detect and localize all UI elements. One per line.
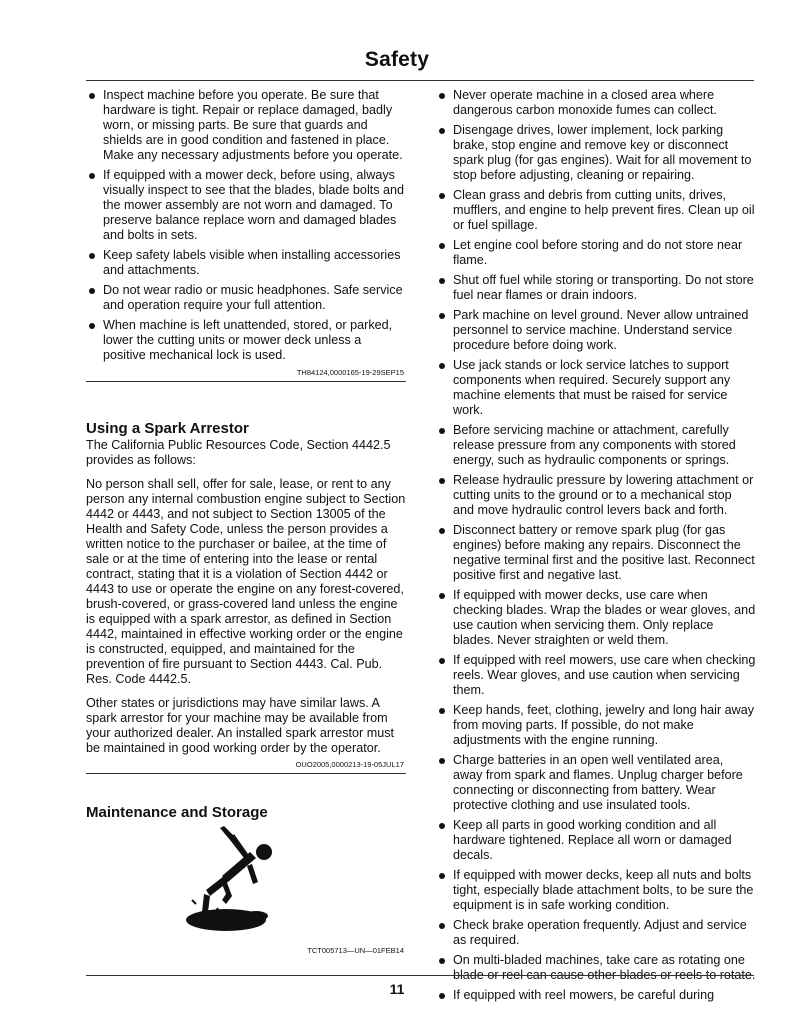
list-item: If equipped with mower decks, use care when checking blades. Wrap the blades or wear gloves, and use caution when servicing them. Only replace blades. Never straighten or weld them. (436, 588, 756, 648)
list-item: Disconnect battery or remove spark plug (for gas engines) before making any repairs. Disconnect the negative terminal first and the positive last. Reconnect positive first and negative last. (436, 523, 756, 583)
list-item: Keep safety labels visible when installing accessories and attachments. (86, 248, 406, 278)
list-item: If equipped with reel mowers, be careful during (436, 988, 756, 1003)
list-item: If equipped with reel mowers, use care when checking reels. Wear gloves, and use caution when servicing them. (436, 653, 756, 698)
page-number: 11 (389, 981, 405, 997)
list-item: Keep all parts in good working condition and all hardware tightened. Replace all worn or damaged decals. (436, 818, 756, 863)
section-heading-maintenance: Maintenance and Storage (86, 804, 268, 821)
right-column (436, 88, 756, 1008)
figure (86, 824, 406, 944)
list-item: Check brake operation frequently. Adjust and service as required. (436, 918, 756, 948)
list-item: Disengage drives, lower implement, lock parking brake, stop engine and remove key or disconnect spark plug (for gas engines). Wait for all movement to stop before adjusting, cleaning or repairing. (436, 123, 756, 183)
list-item: Inspect machine before you operate. Be sure that hardware is tight. Repair or replace damaged, badly worn, or missing parts. Be sure that guards and shields are in good condition and fastened in place. Make any necessary adjustments before you operate. (86, 88, 406, 163)
intro-bullet-list (86, 88, 406, 363)
paragraph: The California Public Resources Code, Section 4442.5 provides as follows: (86, 438, 391, 467)
title-divider (86, 80, 754, 81)
left-column (86, 88, 406, 956)
reference-code: TH84124,0000165-19-29SEP15 (296, 368, 404, 377)
list-item: Shut off fuel while storing or transporting. Do not store fuel near flames or drain indoors. (436, 273, 756, 303)
list-item: If equipped with a mower deck, before using, always visually inspect to see that the blades, blade bolts and the mower assembly are not worn and damaged. To preserve balance replace worn and damaged blades and bolts in sets. (86, 168, 406, 243)
list-item: On multi-bladed machines, take care as rotating one blade or reel can cause other blades or reels to rotate. (436, 953, 756, 983)
list-item: Keep hands, feet, clothing, jewelry and long hair away from moving parts. If possible, do not make adjustments with the engine running. (436, 703, 756, 748)
safety-bullet-list (436, 88, 756, 1003)
section-heading-spark-arrestor: Using a Spark Arrestor (86, 420, 249, 437)
paragraph: No person shall sell, offer for sale, lease, or rent to any person any internal combustion engine subject to Section 4442 or 4443, and not subject to Section 13005 of the Health and Safety Code, unless the person provides a written notice to the purchaser or bailee, at the time of sale or at the time of entering into the lease or rental contract, stating that it is a violation of Section 4442 or 4443 to use or operate the engine on any forest-covered, brush-covered, or grass-covered land unless the engine is equipped with a spark arrestor, as defined in Section 4442, maintained in effective working order or the engine is constructed, equipped, and maintained for the prevention of fire pursuant to Section 4443. Cal. Pub. Res. Code 4442.5. (86, 477, 406, 686)
list-item: Use jack stands or lock service latches to support components when required. Securely support any machine elements that must be raised for service work. (436, 358, 756, 418)
list-item: If equipped with mower decks, keep all nuts and bolts tight, especially blade attachment bolts, to be sure the equipment is in safe working condition. (436, 868, 756, 913)
list-item: Let engine cool before storing and do not store near flame. (436, 238, 756, 268)
list-item: Clean grass and debris from cutting units, drives, mufflers, and engine to help prevent fires. Clean up oil or fuel spillage. (436, 188, 756, 233)
slip-hazard-icon (186, 824, 276, 934)
reference-code: OUO2005,0000213-19-05JUL17 (295, 760, 404, 769)
list-item: When machine is left unattended, stored, or parked, lower the cutting units or mower deck unless a positive mechanical lock is used. (86, 318, 406, 363)
figure-reference-code: TCT005713—UN—01FEB14 (307, 946, 404, 955)
list-item: Do not wear radio or music headphones. Safe service and operation require your full attention. (86, 283, 406, 313)
paragraph: Other states or jurisdictions may have similar laws. A spark arrestor for your machine may be available from your authorized dealer. An installed spark arrestor must be maintained in good working order by the operator. (86, 696, 395, 755)
list-item: Release hydraulic pressure by lowering attachment or cutting units to the ground or to a mechanical stop and move hydraulic control levers back and forth. (436, 473, 756, 518)
footer-divider (86, 975, 754, 976)
list-item: Charge batteries in an open well ventilated area, away from spark and flames. Unplug charger before connecting or disconnecting from battery. Wear protective clothing and use insulated tools. (436, 753, 756, 813)
list-item: Before servicing machine or attachment, carefully release pressure from any components with stored energy, such as hydraulic components or springs. (436, 423, 756, 468)
page-title: Safety (364, 48, 430, 71)
list-item: Never operate machine in a closed area where dangerous carbon monoxide fumes can collect. (436, 88, 756, 118)
list-item: Park machine on level ground. Never allow untrained personnel to service machine. Understand service procedure before doing work. (436, 308, 756, 353)
